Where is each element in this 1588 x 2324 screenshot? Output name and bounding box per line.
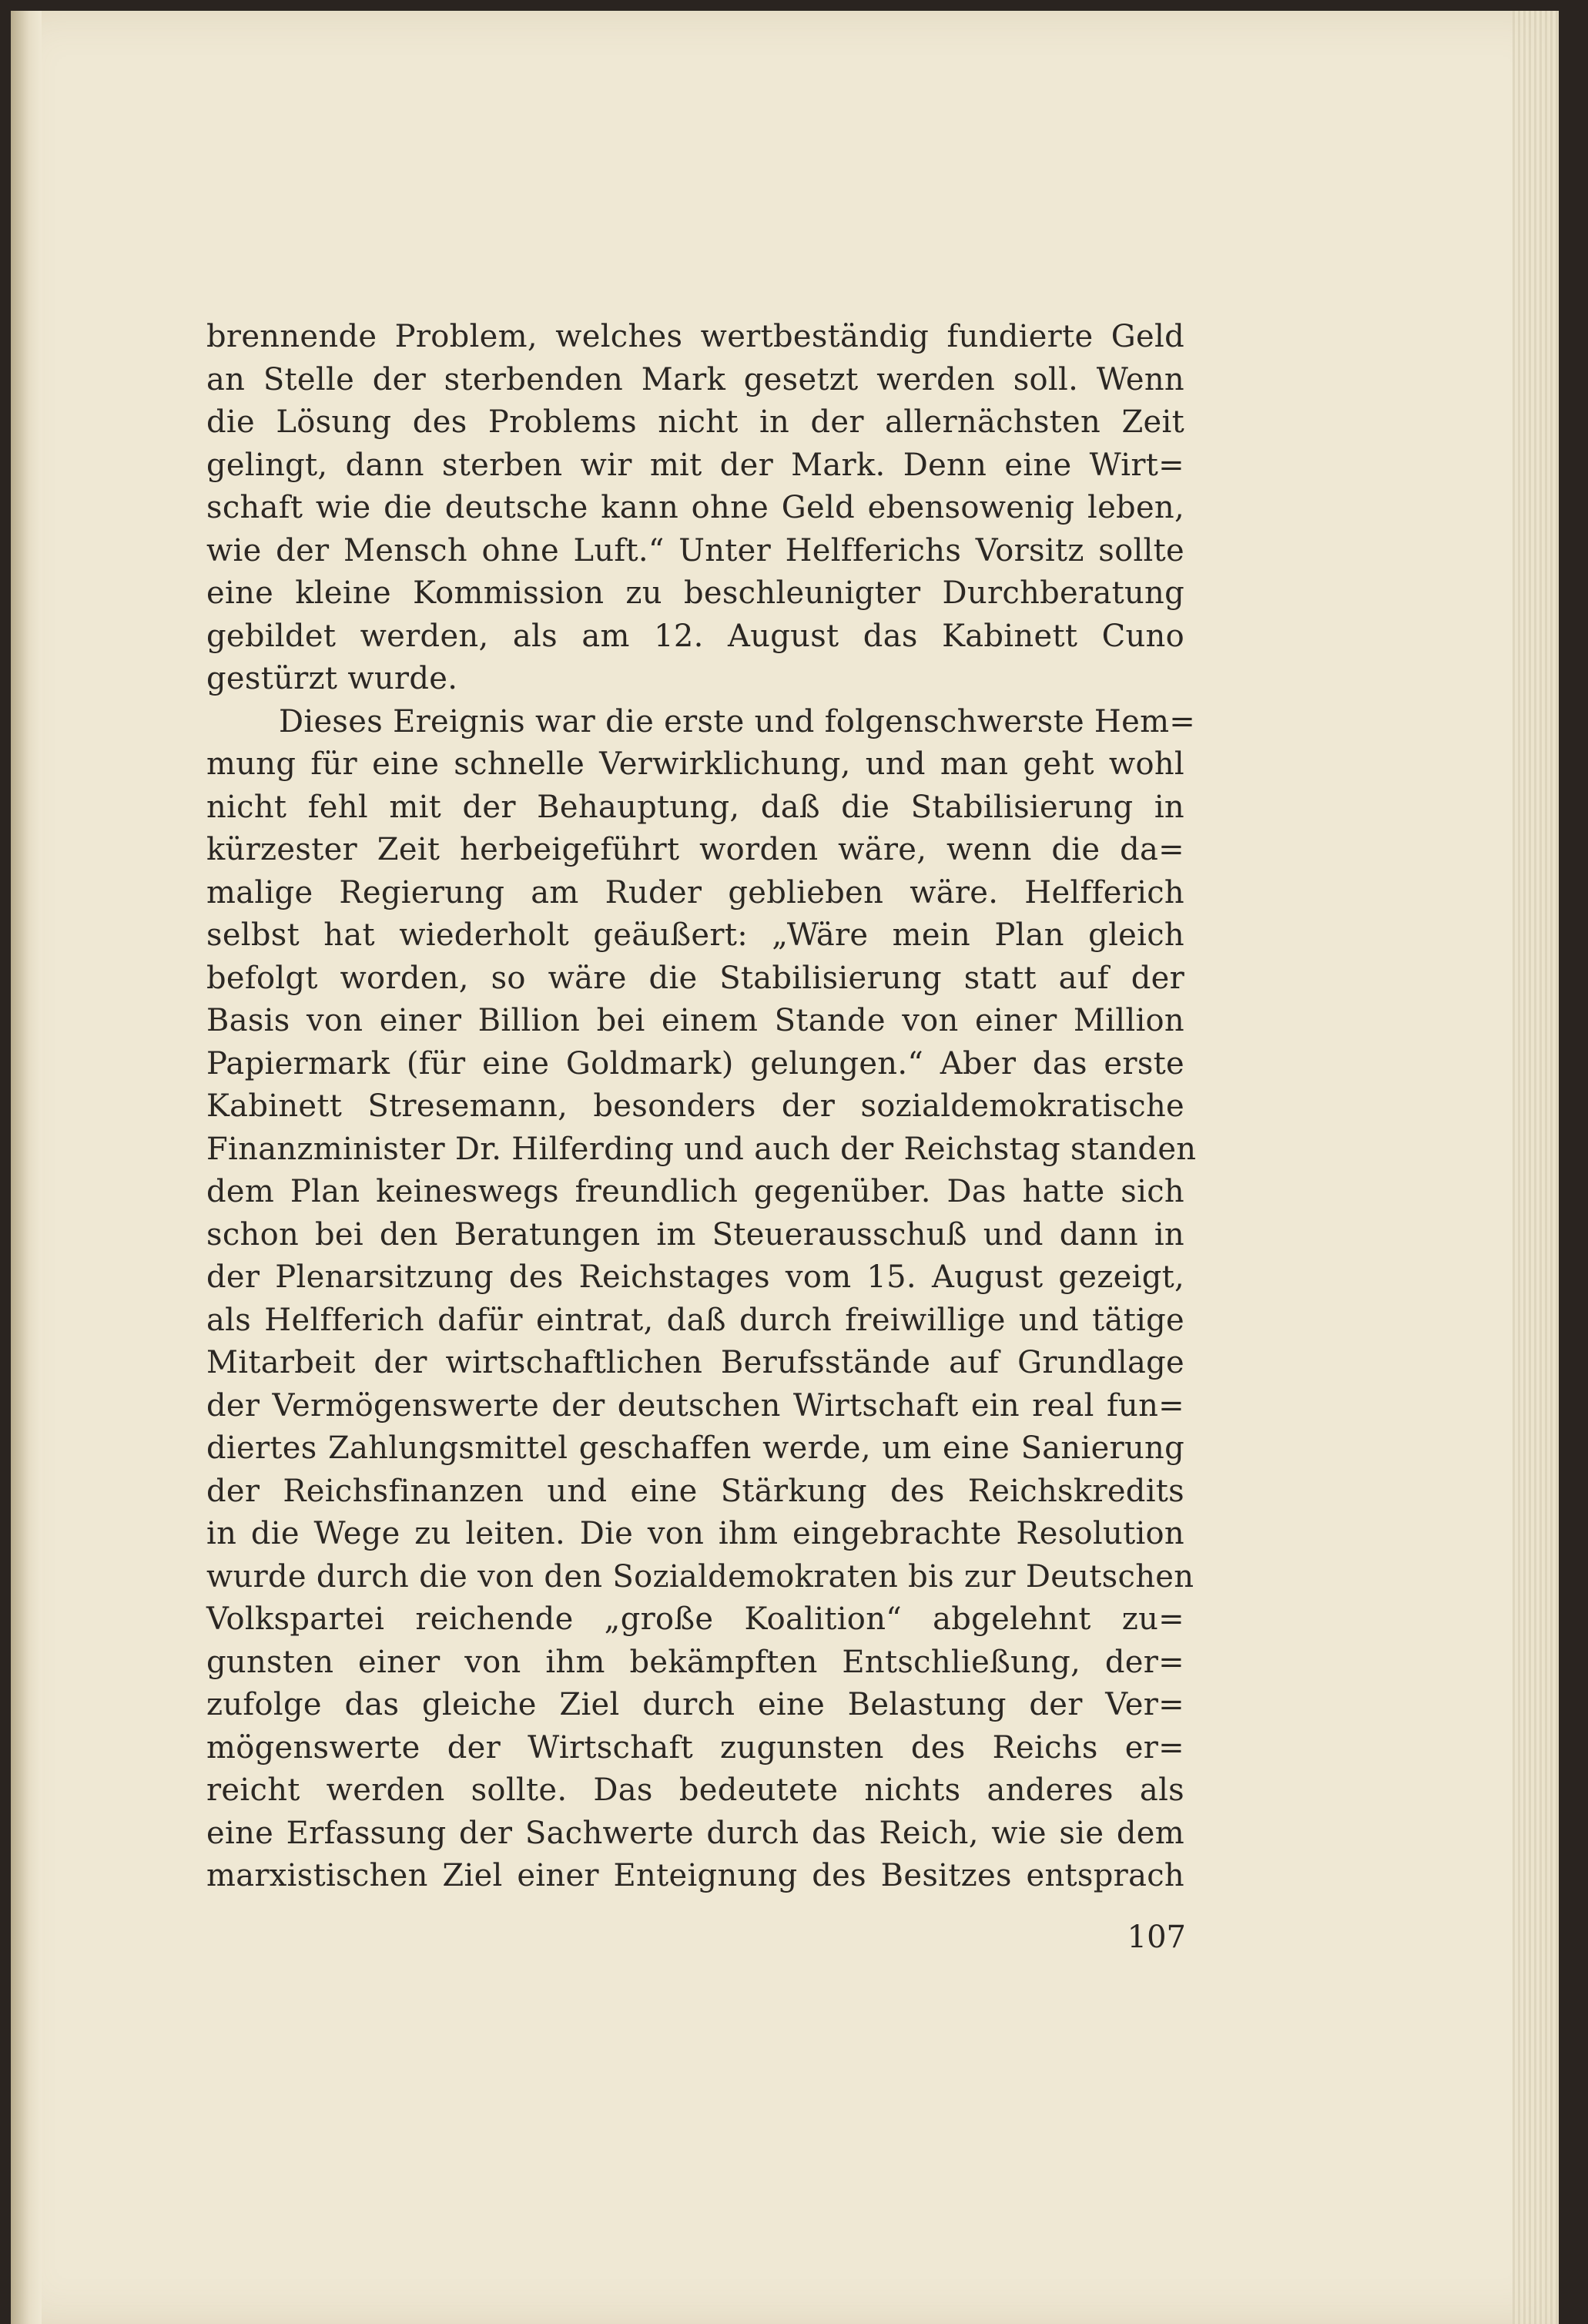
text-line: eine kleine Kommission zu beschleunigter Durchberatung bbox=[206, 575, 1184, 611]
text-line: selbst hat wiederholt geäußert: „Wäre mein Plan gleich bbox=[206, 917, 1184, 953]
text-line: dem Plan keineswegs freundlich gegenüber. Das hatte sich bbox=[206, 1174, 1184, 1209]
text-line: kürzester Zeit herbeigeführt worden wäre, wenn die da= bbox=[206, 832, 1184, 867]
text-line: befolgt worden, so wäre die Stabilisierung statt auf der bbox=[206, 960, 1184, 996]
text-line: gelingt, dann sterben wir mit der Mark. Denn eine Wirt= bbox=[206, 447, 1184, 483]
text-line: die Lösung des Problems nicht in der allernächsten Zeit bbox=[206, 404, 1184, 440]
text-line: marxistischen Ziel einer Enteignung des Besitzes entsprach bbox=[206, 1858, 1184, 1893]
text-line: Volkspartei reichende „große Koalition“ abgelehnt zu= bbox=[206, 1601, 1184, 1637]
text-line: der Reichsfinanzen und eine Stärkung des Reichskredits bbox=[206, 1473, 1184, 1509]
text-line: wurde durch die von den Sozialdemokraten bis zur Deutschen bbox=[206, 1558, 1194, 1595]
text-line: Mitarbeit der wirtschaftlichen Berufsstände auf Grundlage bbox=[206, 1345, 1184, 1380]
text-line: eine Erfassung der Sachwerte durch das Reich, wie sie dem bbox=[206, 1815, 1184, 1851]
page-number: 107 bbox=[1127, 1920, 1186, 1955]
text-line: an Stelle der sterbenden Mark gesetzt werden soll. Wenn bbox=[206, 361, 1184, 397]
text-line: malige Regierung am Ruder geblieben wäre. Helfferich bbox=[206, 874, 1184, 910]
text-line: in die Wege zu leiten. Die von ihm eingebrachte Resolution bbox=[206, 1516, 1184, 1551]
page-fore-edge bbox=[1513, 11, 1559, 2324]
text-line: gunsten einer von ihm bekämpften Entschließung, der= bbox=[206, 1644, 1184, 1680]
text-line: zufolge das gleiche Ziel durch eine Belastung der Ver= bbox=[206, 1687, 1184, 1722]
text-line: der Plenarsitzung des Reichstages vom 15. August gezeigt, bbox=[206, 1259, 1184, 1295]
text-line: nicht fehl mit der Behauptung, daß die Stabilisierung in bbox=[206, 789, 1184, 825]
text-line: reicht werden sollte. Das bedeutete nichts anderes als bbox=[206, 1772, 1184, 1808]
page-gutter bbox=[11, 11, 42, 2324]
text-line: Finanzminister Dr. Hilferding und auch der Reichstag standen bbox=[206, 1131, 1197, 1167]
body-text bbox=[206, 316, 1197, 1898]
text-line: gestürzt wurde. bbox=[206, 661, 458, 696]
text-line: wie der Mensch ohne Luft.“ Unter Helfferichs Vorsitz sollte bbox=[206, 532, 1184, 568]
text-line: brennende Problem, welches wertbeständig fundierte Geld bbox=[206, 319, 1184, 354]
text-line: Kabinett Stresemann, besonders der sozialdemokratische bbox=[206, 1088, 1184, 1124]
text-line: Dieses Ereignis war die erste und folgenschwerste Hem= bbox=[279, 703, 1196, 739]
text-line: der Vermögenswerte der deutschen Wirtschaft ein real fun= bbox=[206, 1387, 1184, 1424]
text-line: mung für eine schnelle Verwirklichung, und man geht wohl bbox=[206, 746, 1184, 782]
text-line: gebildet werden, als am 12. August das Kabinett Cuno bbox=[206, 618, 1184, 654]
text-line: diertes Zahlungsmittel geschaffen werde, um eine Sanierung bbox=[206, 1430, 1184, 1466]
text-line: schaft wie die deutsche kann ohne Geld ebensowenig leben, bbox=[206, 490, 1184, 525]
text-line: mögenswerte der Wirtschaft zugunsten des Reichs er= bbox=[206, 1729, 1184, 1766]
text-line: Basis von einer Billion bei einem Stande von einer Million bbox=[206, 1003, 1184, 1038]
text-line: schon bei den Beratungen im Steuerausschuß und dann in bbox=[206, 1216, 1184, 1253]
text-line: Papiermark (für eine Goldmark) gelungen.“ Aber das erste bbox=[206, 1045, 1184, 1082]
text-line: als Helfferich dafür eintrat, daß durch freiwillige und tätige bbox=[206, 1302, 1184, 1338]
